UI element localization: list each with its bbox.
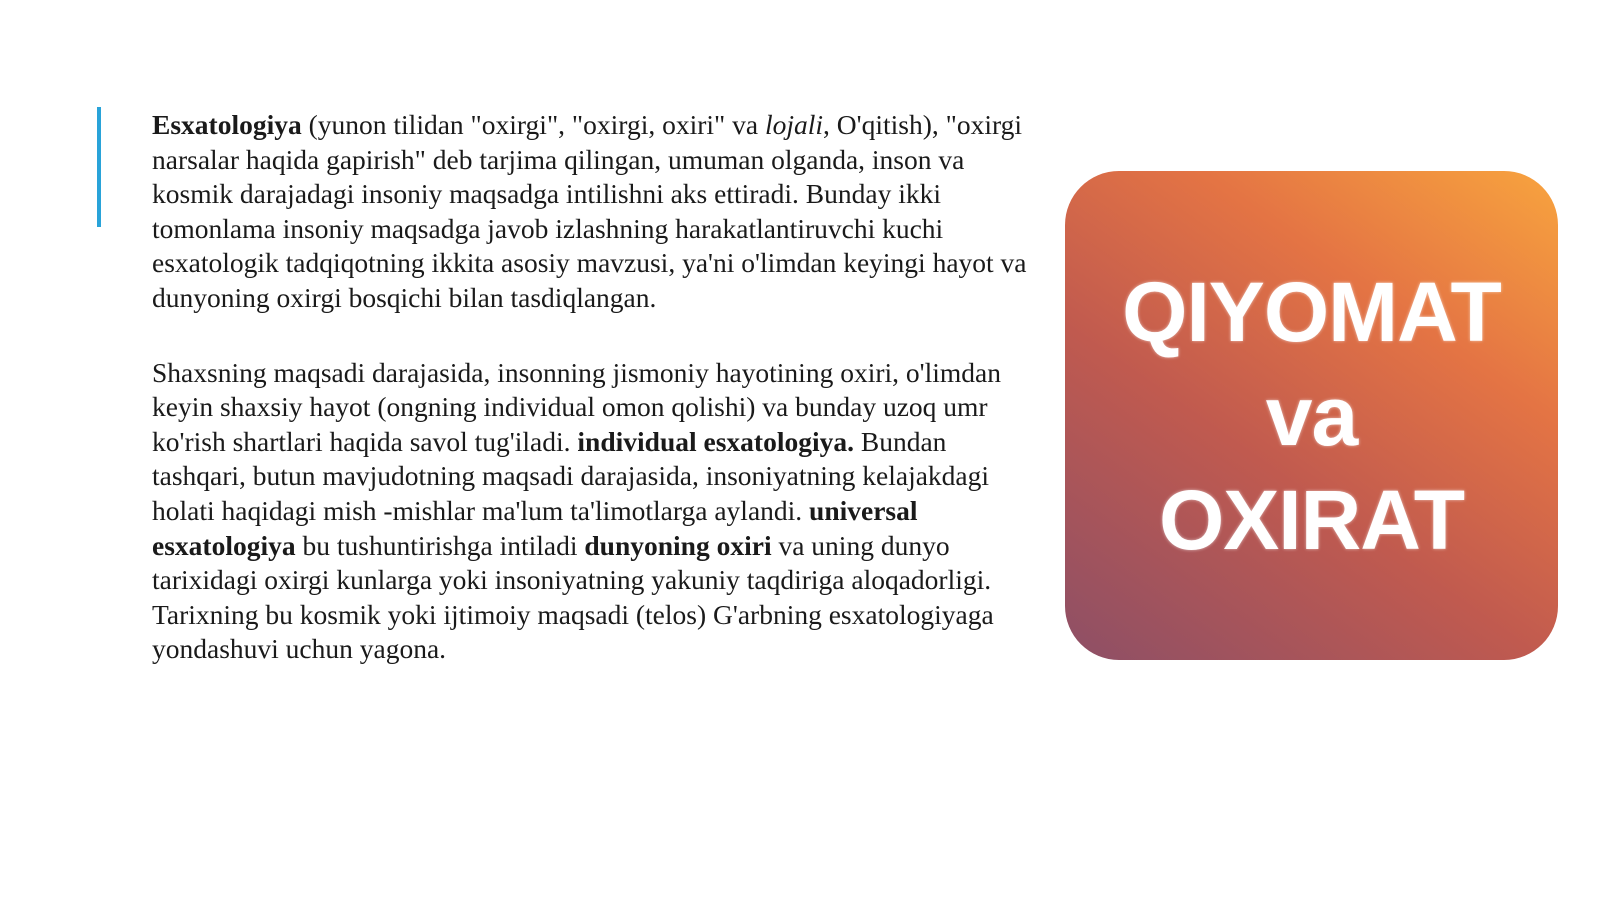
paragraph2-text1: Shaxsning maqsadi darajasida, insonning jismoniy hayotining oxiri, o'limdan keyin shaxsiy hayot (ongning individual omon qolishi) va bunday uzoq umr ko'rish shartlari haqida savol tug'iladi. (152, 356, 1001, 457)
text-block (152, 108, 1032, 667)
title-image (1065, 171, 1558, 660)
term-universal-esxatologiya: universal esxatologiya (152, 494, 918, 561)
paragraph2-text3: bu tushuntirishga intiladi (295, 529, 585, 561)
paragraph-definition (152, 108, 1032, 316)
term-individual-esxatologiya: individual esxatologiya. (577, 425, 854, 457)
image-line-qiyomat: QIYOMAT (1122, 264, 1501, 359)
paragraph2-text2: Bundan tashqari, butun mavjudotning maqsadi darajasida, insoniyatning kelajakdagi holati haqidagi mish -mishlar ma'lum ta'limotlarga aylandi. (152, 425, 990, 526)
image-line-va: va (1265, 368, 1358, 463)
paragraph2-text4: va uning dunyo tarixidagi oxirgi kunlarga yoki insoniyatning yakuniy taqdiriga aloqadorligi. Tarixning bu kosmik yoki ijtimoiy maqsadi (telos) G'arbning esxatologiyaga yondashuvi uchun yagona. (152, 529, 994, 665)
paragraph-individual-universal (152, 356, 1032, 667)
paragraph1-text2: , O'qitish), "oxirgi narsalar haqida gapirish" deb tarjima qilingan, umuman olganda, inson va kosmik darajadagi insoniy maqsadga intilishni aks ettiradi. Bunday ikki tomonlama insoniy maqsadga javob izlashning harakatlantiruvchi kuchi esxatologik tadqiqotning ikkita asosiy mavzusi, ya'ni o'limdan keyingi hayot va dunyoning oxirgi bosqichi bilan tasdiqlangan. (152, 109, 1027, 313)
paragraph1-italic: lojali (764, 109, 824, 140)
paragraph1-text1: (yunon tilidan "oxirgi", "oxirgi, oxiri" va (301, 109, 765, 140)
image-line-oxirat: OXIRAT (1158, 472, 1465, 567)
accent-bar (97, 107, 101, 227)
term-dunyoning-oxiri: dunyoning oxiri (584, 529, 772, 561)
term-esxatologiya: Esxatologiya (152, 109, 302, 140)
